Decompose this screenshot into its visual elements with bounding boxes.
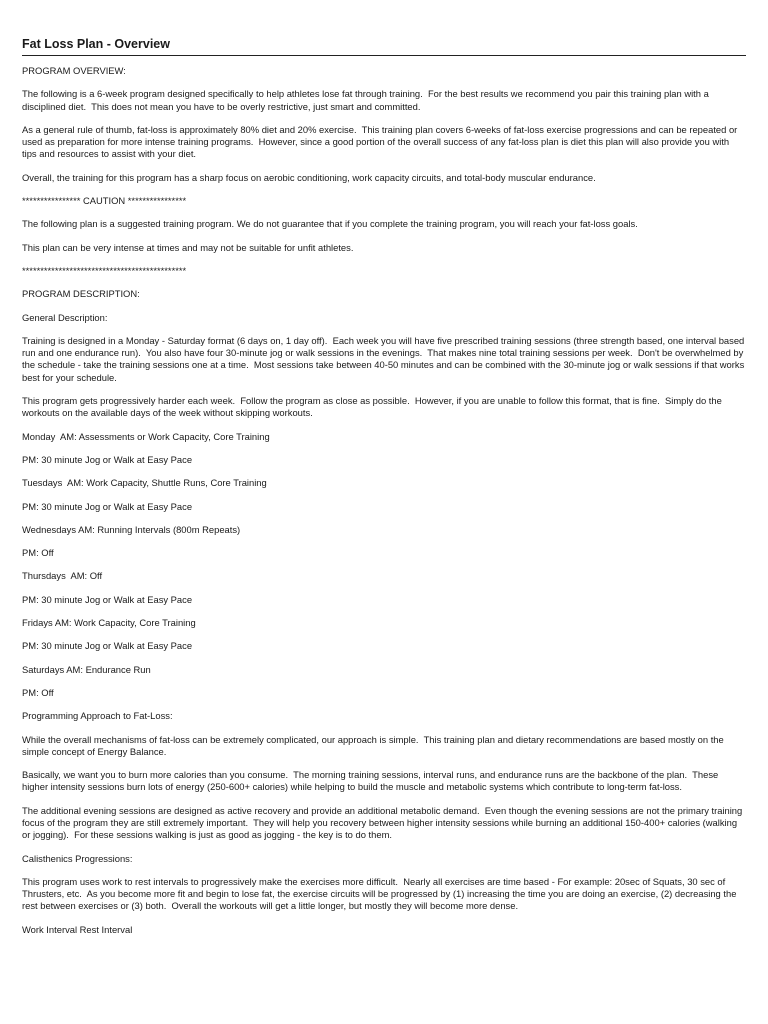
paragraph: While the overall mechanisms of fat-loss can be extremely complicated, our approach is simple. This training plan and dietary recommendations are based mostly on the simple concept of Energy Balance. — [22, 733, 727, 757]
paragraph: Training is designed in a Monday - Saturday format (6 days on, 1 day off). Each week you will have five prescribed training sessions (three strength based, one interval based run and one endurance run). You also have four 30-minute jog or walk sessions in the evenings. That makes nine total training sessions per week. Don't be overwhelmed by the schedule - take the training sessions one at a time. Most sessions take between 40-50 minutes and can be combined with the 30-minute jog or walk sessions if that works best for your schedule. — [22, 334, 747, 383]
title-divider — [22, 55, 746, 56]
page-title: Fat Loss Plan - Overview — [22, 37, 170, 51]
paragraph: PM: Off — [22, 686, 54, 698]
paragraph: This plan can be very intense at times and may not be suitable for unfit athletes. — [22, 241, 354, 253]
paragraph: Programming Approach to Fat-Loss: — [22, 710, 173, 722]
paragraph: As a general rule of thumb, fat-loss is approximately 80% diet and 20% exercise. This training plan covers 6-weeks of fat-loss exercise progressions and can be repeated or used as preparation for more intense training programs. However, since a good portion of the overall success of any fat-loss plan is diet this plan will also provide you with tips and resources to assist with your diet. — [22, 123, 740, 160]
paragraph: The following is a 6-week program designed specifically to help athletes lose fat through training. For the best results we recommend you pair this training plan with a disciplined diet. This does not mean you have to be overly restrictive, just smart and committed. — [22, 88, 712, 112]
paragraph: **************** CAUTION **************** — [22, 195, 187, 207]
paragraph: Thursdays AM: Off — [22, 570, 103, 582]
paragraph: Monday AM: Assessments or Work Capacity, Core Training — [22, 430, 270, 442]
paragraph: PM: 30 minute Jog or Walk at Easy Pace — [22, 453, 193, 465]
paragraph: General Description: — [22, 311, 108, 323]
paragraph: PROGRAM DESCRIPTION: — [22, 288, 140, 300]
paragraph: This program uses work to rest intervals to progressively make the exercises more difficult. Nearly all exercises are time based - For example: 20sec of Squats, 30 sec of Thrusters, etc. As you become more fit and begin to lose fat, the exercise circuits will be progressed by (1) increasing the time you are doing an exercise, (2) decreasing the rest between exercises or (3) both. Overall the workouts will get a little longer, but mostly they will become more dense. — [22, 875, 740, 912]
paragraph: Wednesdays AM: Running Intervals (800m Repeats) — [22, 523, 241, 535]
paragraph: Calisthenics Progressions: — [22, 852, 133, 864]
paragraph: PM: 30 minute Jog or Walk at Easy Pace — [22, 500, 193, 512]
paragraph: PM: 30 minute Jog or Walk at Easy Pace — [22, 640, 193, 652]
paragraph: ********************************************* — [22, 264, 187, 276]
paragraph: Work Interval Rest Interval — [22, 923, 133, 935]
document-body — [22, 65, 746, 936]
paragraph: Fridays AM: Work Capacity, Core Training — [22, 617, 196, 629]
paragraph: Saturdays AM: Endurance Run — [22, 663, 151, 675]
paragraph: Overall, the training for this program has a sharp focus on aerobic conditioning, work capacity circuits, and total-body muscular endurance. — [22, 171, 596, 183]
paragraph: Basically, we want you to burn more calories than you consume. The morning training sessions, interval runs, and endurance runs are the backbone of the plan. These higher intensity sessions burn lots of energy (250-600+ calories) while helping to build the muscle and metabolic systems which contribute to long-term fat-loss. — [22, 769, 721, 793]
paragraph: PM: 30 minute Jog or Walk at Easy Pace — [22, 593, 193, 605]
paragraph: The following plan is a suggested training program. We do not guarantee that if you complete the training program, you will reach your fat-loss goals. — [22, 218, 638, 230]
paragraph: The additional evening sessions are designed as active recovery and provide an additional metabolic demand. Even though the evening sessions are not the primary training focus of the program they are still extremely important. They will help you recovery between higher intensity sessions while burning an additional 150-400+ calories (walking or jogging). For these sessions walking is just as good as jogging - the key is to do them. — [22, 804, 745, 841]
paragraph: This program gets progressively harder each week. Follow the program as close as possible. However, if you are unable to follow this format, that is fine. Simply do the workouts on the available days of the week without skipping workouts. — [22, 395, 725, 419]
paragraph: Tuesdays AM: Work Capacity, Shuttle Runs, Core Training — [22, 477, 267, 489]
paragraph: PM: Off — [22, 547, 54, 559]
paragraph: PROGRAM OVERVIEW: — [22, 65, 126, 76]
